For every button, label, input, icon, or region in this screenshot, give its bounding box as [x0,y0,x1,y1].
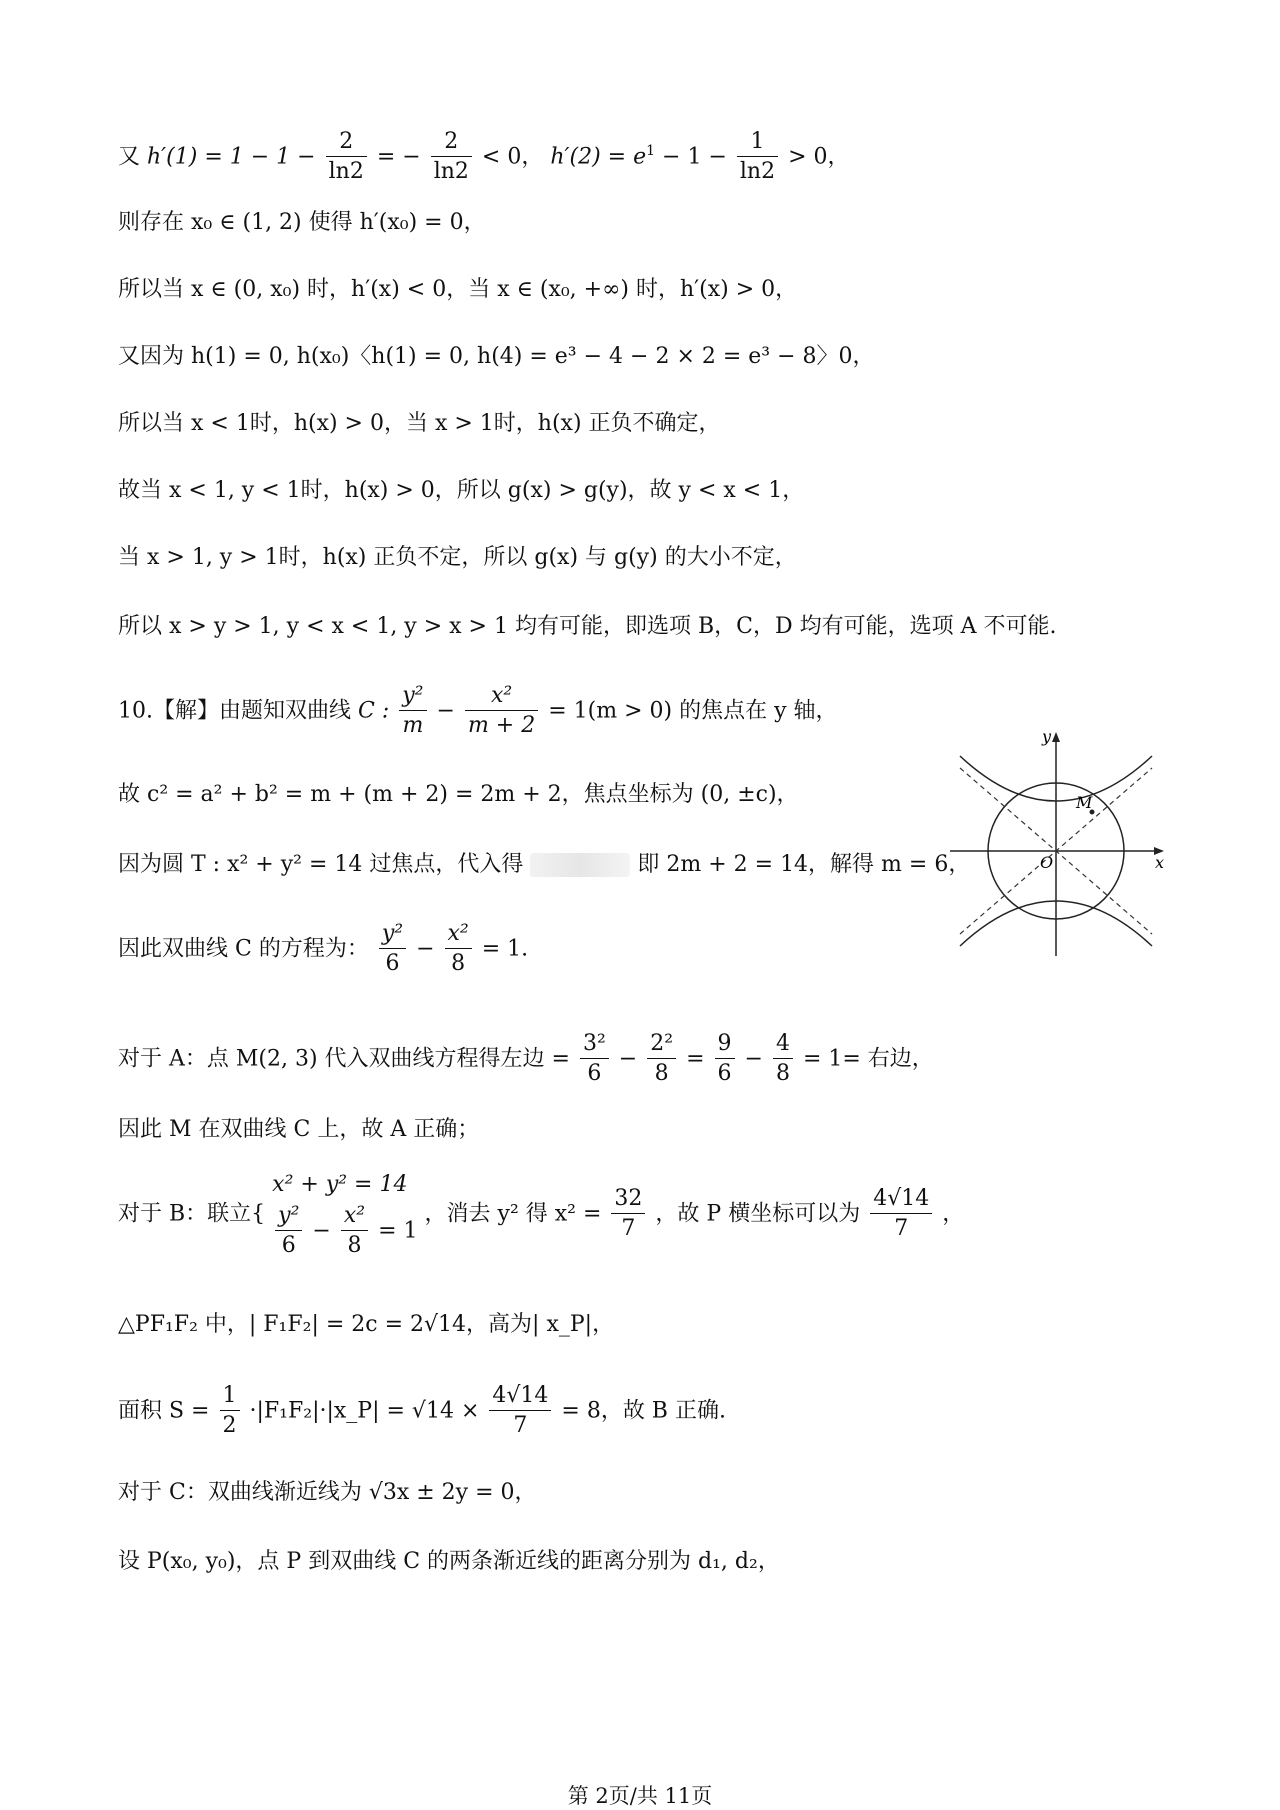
text: 面积 S = [118,1398,210,1424]
denominator: 2 [222,1413,237,1438]
line-7: 当 x > 1, y > 1时，h(x) 正负不定，所以 g(x) 与 g(y) 的大小不定， [118,545,797,570]
line-11 [118,850,970,880]
denominator: 7 [513,1413,528,1438]
numerator: 3² [580,1030,609,1059]
denominator: 6 [281,1233,296,1258]
math: C : [358,698,390,724]
text: ，消去 y² 得 x² = [424,1201,602,1227]
superscript: 1 [646,143,656,160]
fraction [220,1382,240,1441]
line-e: 对于 C：双曲线渐近线为 √3x ± 2y = 0， [118,1480,537,1505]
numerator: 2² [647,1030,676,1059]
numerator: x² [445,920,472,949]
denominator: 6 [717,1061,732,1086]
fraction [341,1202,368,1261]
line-8: 所以 x > y > 1, y < x < 1, y > x > 1 均有可能，即选项 B，C，D 均有可能，选项 A 不可能. [118,614,1057,639]
y-axis-arrow [1052,732,1060,742]
fraction [773,1030,793,1089]
math: ·|F₁F₂|·|x_P| = √14 × [249,1398,480,1424]
line-d [118,1382,726,1441]
denominator: 7 [894,1216,909,1241]
origin-label: O [1040,853,1054,872]
fraction [737,128,778,187]
question-10-header [118,682,838,741]
fraction [431,128,472,187]
y-axis-label: y [1042,728,1052,746]
math: < 0， [481,144,544,170]
text: 因此双曲线 C 的方程为： [118,936,369,962]
numerator: 32 [611,1185,645,1214]
math: − [618,1046,638,1072]
page-footer: 第 2页/共 11页 [567,1784,713,1808]
denominator: 8 [347,1233,362,1258]
math: > 0， [788,144,850,170]
line-c: △PF₁F₂ 中，| F₁F₂| = 2c = 2√14，高为| x_P|， [118,1312,615,1337]
fraction [647,1030,676,1089]
hyperbola-figure [940,728,1170,958]
denominator: ln2 [433,159,469,184]
text: = 8，故 B 正确. [561,1398,726,1424]
numerator: y² [275,1202,302,1231]
fraction [715,1030,735,1089]
math: − [416,936,435,962]
system-row [272,1202,417,1261]
equation-system [272,1168,417,1261]
text: 对于 A：点 M(2, 3) 代入双曲线方程得左边 = [118,1046,570,1072]
numerator: y² [399,682,426,711]
text: = 1. [481,936,529,962]
fraction [870,1185,932,1244]
fraction [379,920,406,979]
numerator: 4 [773,1030,793,1059]
denominator: 8 [451,951,466,976]
denominator: 6 [385,951,400,976]
blurred-region [530,853,630,877]
denominator: 6 [587,1061,602,1086]
line-b [118,1168,964,1261]
math: − [312,1218,331,1244]
line-a2: 因此 M 在双曲线 C 上，故 A 正确； [118,1117,480,1142]
fraction [611,1185,645,1244]
numerator: 1 [220,1382,240,1411]
fraction [465,682,538,741]
denominator: m + 2 [467,713,536,738]
math: h′(1) = 1 − 1 − [147,144,316,170]
numerator: 4√14 [489,1382,551,1411]
denominator: m [402,713,424,738]
text: = 1= 右边， [802,1046,934,1072]
line-f: 设 P(x₀, y₀)，点 P 到双曲线 C 的两条渐近线的距离分别为 d₁, d₂， [118,1549,780,1574]
math: = − [376,144,421,170]
fraction [580,1030,609,1089]
math: − [436,698,455,724]
numerator: y² [379,920,406,949]
denominator: 7 [621,1216,636,1241]
numerator: 2 [431,128,472,157]
numerator: 2 [326,128,367,157]
fraction [445,920,472,979]
line-4: 又因为 h(1) = 0, h(x₀)〈h(1) = 0, h(4) = e³ − 4 − 2 × 2 = e³ − 8〉0， [118,344,875,369]
math: − [744,1046,763,1072]
denominator: ln2 [739,159,776,184]
line-5: 所以当 x < 1时，h(x) > 0，当 x > 1时，h(x) 正负不确定， [118,411,721,436]
line-a: 对于 A：点 M(2, 3) 代入双曲线方程得左边 = $\frac{\text{3²}}{6}$ − $\frac{\text{2²}}{8}$ = $\frac{9}{6}$ − $\frac{4}{8}$ = 1= 右边， [118,1030,934,1089]
text: = 1(m > 0) 的焦点在 y 轴， [548,698,838,724]
numerator: x² [341,1202,368,1231]
text: 对于 B：联立{ [118,1201,266,1227]
numerator: x² [465,682,538,711]
line-6: 故当 x < 1, y < 1时，h(x) > 0，所以 g(x) > g(y)，故 y < x < 1， [118,478,805,503]
text: 又 [118,144,141,170]
line-3: 所以当 x ∈ (0, x₀) 时，h′(x) < 0，当 x ∈ (x₀, +∞) 时，h′(x) > 0， [118,277,798,302]
text: ， [942,1201,965,1227]
line-1 [118,128,850,187]
fraction [399,682,426,741]
math: h′(2) = e [550,144,647,170]
point-m-label: M [1076,793,1093,812]
line-2: 则存在 x₀ ∈ (1, 2) 使得 h′(x₀) = 0， [118,210,486,235]
system-row: x² + y² = 14 [272,1172,408,1197]
numerator: 1 [737,128,778,157]
line-12 [118,920,528,979]
text: 即 2m + 2 = 14，解得 m = 6， [637,852,971,877]
fraction [489,1382,551,1441]
denominator: 8 [654,1061,669,1086]
text: 10.【解】由题知双曲线 [118,698,351,724]
denominator: ln2 [328,159,364,184]
fraction [275,1202,302,1261]
denominator: 8 [775,1061,790,1086]
text: 因为圆 T : x² + y² = 14 过焦点，代入得 [118,852,524,877]
text: ，故 P 横坐标可以为 [655,1201,861,1227]
numerator: 9 [715,1030,735,1059]
numerator: 4√14 [870,1185,932,1214]
x-axis-label: x [1155,853,1165,872]
math: − 1 − [662,144,727,170]
line-10: 故 c² = a² + b² = m + (m + 2) = 2m + 2，焦点坐标为 (0, ±c)， [118,782,799,807]
math: = 1 [378,1218,418,1244]
fraction [326,128,367,187]
